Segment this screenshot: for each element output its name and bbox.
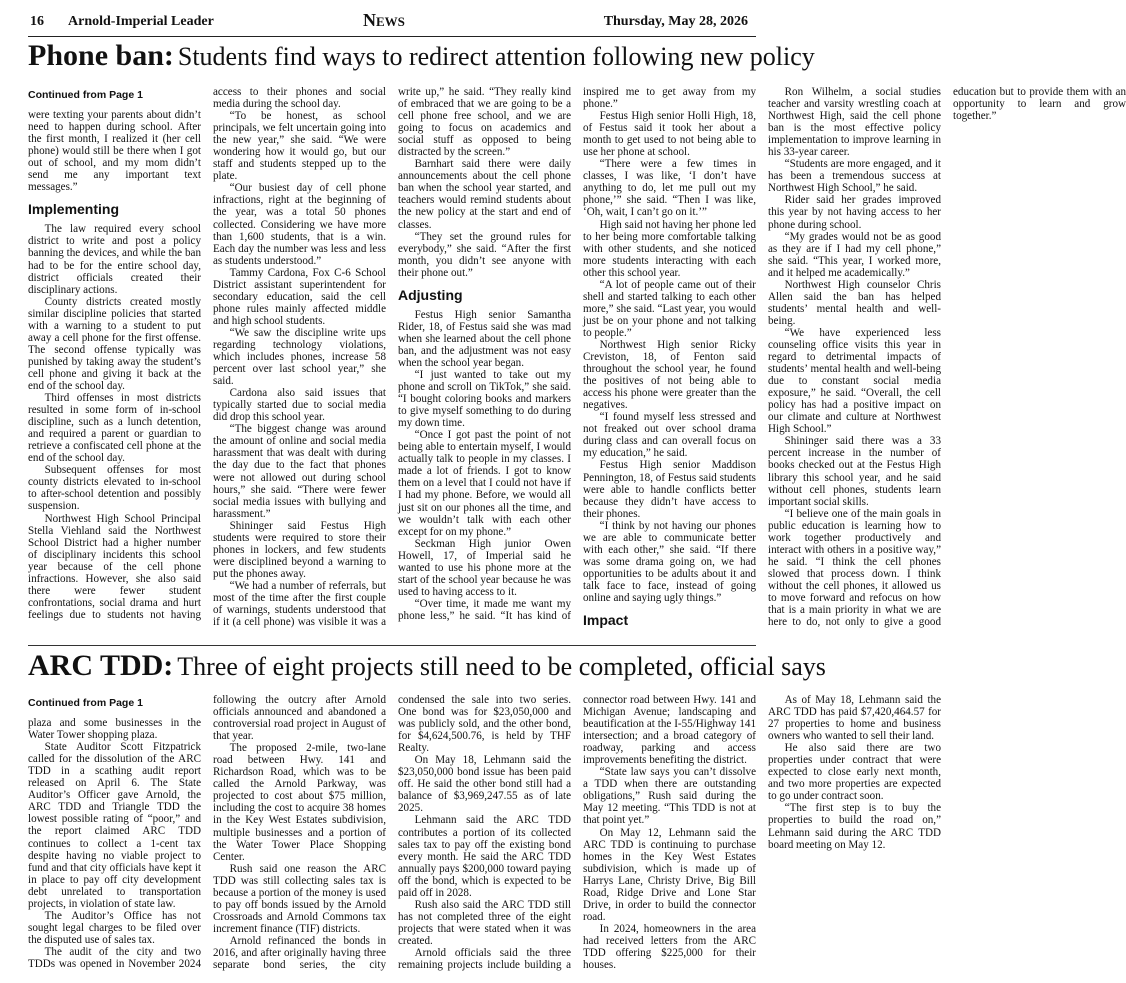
- paragraph: In 2024, homeowners in the area had received letters from the ARC TDD offering $225,000 for their houses.: [583, 922, 756, 972]
- paragraph: Arnold refinanced the bonds in 2016, and after originally having three separate bond series, the city condensed the sale into two series. One bond was for $23,050,000 and was publicly sold, and the other bond, for $4,624,500.76, is held by THF Realty.: [213, 694, 571, 972]
- paragraph: “State law says you can’t dissolve a TDD when there are outstanding obligations,” Rush said during the May 12 meeting. “This TDD is not at that point yet.”: [583, 766, 756, 827]
- subhead-impact: Impact: [583, 612, 629, 629]
- paragraph: “A lot of people came out of their shell and started talking to each other more,” she said. “Last year, you would just be on your phone and not talking to people.”: [583, 278, 756, 339]
- paragraph: Northwest High School Principal Stella Viehland said the Northwest School District had a higher number of disciplinary incidents this school year because of the cell phone infractions. However, she also said there were fewer student confrontations, social drama and hurt feelings due to students not having access to their phones and social media during the school day.: [28, 86, 386, 621]
- paragraph: “There were a few times in classes, I was like, ‘I don’t have anything to do, let me pull out my phone,’” she said. “Then I was like, ‘Oh, wait, I can’t go on it.’”: [583, 158, 756, 219]
- paragraph: Tammy Cardona, Fox C-6 School District assistant superintendent for secondary education, said the cell phone rules mainly affected middle and high school students.: [213, 266, 386, 327]
- paragraph: “To be honest, as school principals, we felt uncertain going into the new year,” she said. “We were wondering how it would go, but our staff and students stepped up to the plate.: [213, 110, 386, 183]
- headline-lead: Phone ban:: [28, 39, 174, 72]
- paragraph: plaza and some businesses in the Water Tower shopping plaza.: [28, 717, 201, 742]
- paragraph: Ron Wilhelm, a social studies teacher and varsity wrestling coach at Northwest High, said the cell phone ban is the most effective policy implementation to improve learning in his 33-year career.: [768, 86, 941, 159]
- paragraph: The law required every school district to write and post a policy banning the devices, and while the ban had to be for the entire school day, district officials created their disciplinary actions.: [28, 223, 201, 296]
- paragraph: “The biggest change was around the amount of online and social media harassment that was dealt with during the day due to the fact that phones were not allowed out during school hours,” she said. “There were fewer social media issues with bullying and harassment.”: [213, 423, 386, 520]
- paragraph: The proposed 2-mile, two-lane road between Hwy. 141 and Richardson Road, which was to be called the Arnold Parkway, was projected to cost about $75 million, including the cost to acquire 38 homes in the Key West Estates subdivision, multiple businesses and a portion of the Water Tower Place Shopping Center.: [213, 742, 386, 863]
- headline-rest: Students find ways to redirect attention following new policy: [177, 42, 815, 71]
- article-columns: [28, 694, 941, 980]
- subhead-implementing: Implementing: [28, 201, 120, 218]
- paragraph: Shininger said Festus High students were required to store their phones in lockers, and few students were disciplined beyond a warning to put the phones away.: [213, 519, 386, 580]
- paragraph: “I found myself less stressed and not freaked out over school drama during class and can overall focus on my education,” he said.: [583, 411, 756, 460]
- paragraph: “I believe one of the main goals in public education is learning how to work together productively and interact with others in a positive way,” he said. “I think the cell phones slowed that process down. I think without the cell phones, it allowed us to move forward and refocus on how that is a main priority in what we are here to do, not only to give a good education but to provide them with an opportunity to learn and grow together.”: [768, 86, 1126, 629]
- paragraph: “The first step is to buy the properties to build the road on,” Lehmann said during the ARC TDD board meeting on May 12.: [768, 802, 941, 851]
- paragraph: “We saw the discipline write ups regarding technology violations, which includes phones, increase 58 percent over last school year,” she said.: [213, 326, 386, 388]
- paragraph: He also said there are two properties under contract that were expected to close early next month, and two more properties are expected to go under contract soon.: [768, 742, 941, 803]
- paragraph: “Once I got past the point of not being able to entertain myself, I would actually talk to people in my classes. I made a lot of friends. I got to know them on a level that I could not have if I had my phone. Before, we would all just sit on our phones all the time, and we wouldn’t talk with each other except for on my phone.”: [398, 429, 571, 538]
- paragraph: Festus High senior Samantha Rider, 18, of Festus said she was mad when she learned about the cell phone ban, and the adjustment was not easy when the school year began.: [398, 308, 571, 369]
- paragraph: Festus High senior Holli High, 18, of Festus said it took her about a month to get used to not being able to use her phone at school.: [583, 110, 756, 159]
- issue-date: Thursday, May 28, 2026: [603, 14, 748, 29]
- story-divider: [28, 645, 756, 646]
- paragraph: County districts created mostly similar discipline policies that started with a warning to a student to put away a cell phone for the first offense. The second offense typically was punished by taking away the student’s cell phone and giving it back at the end of the school day.: [28, 295, 201, 392]
- masthead-rule: [28, 36, 756, 37]
- paragraph: Seckman High junior Owen Howell, 17, of Imperial said he wanted to use his phone more at the start of the school year because he was used to having access to it.: [398, 537, 571, 598]
- paragraph: “I think by not having our phones we are able to communicate better with each other,” she said. “If there was some drama going on, we had opportunities to be adults about it and talk face to face, instead of going online and saying ugly things.”: [583, 519, 756, 604]
- paragraph: The Auditor’s Office has not sought legal charges to be filed over the disputed use of sales tax.: [28, 909, 201, 946]
- paper-name: Arnold-Imperial Leader: [68, 14, 214, 29]
- headline-phone-ban: [28, 41, 815, 71]
- paragraph: “They set the ground rules for everybody,” she said. “After the first month, you didn’t see anyone with their phone out.”: [398, 230, 571, 279]
- paragraph: Shininger said there was a 33 percent increase in the number of books checked out at the Festus High library this school year, and he said without cell phones, students learn important social skills.: [768, 435, 941, 508]
- article-columns: [28, 86, 1126, 638]
- page-number: 16: [30, 14, 44, 29]
- paragraph: Festus High senior Maddison Pennington, 18, of Festus said students were able to handle conflicts better because they didn’t have access to their phones.: [583, 459, 756, 520]
- section-label: News: [363, 10, 405, 30]
- paragraph: Cardona also said issues that typically started due to social media did drop this school year.: [213, 387, 386, 424]
- paragraph: “We had a number of referrals, but most of the time after the first couple of warnings, students understood that if it (a cell phone) was visible it was a write up,” he said. “They really kind of embraced that we are going to be a cell phone free school, and we are going to focus on academics and social stuff as opposed to being distracted by the screen.”: [213, 86, 571, 629]
- paragraph: “Over time, it made me want my phone less,” he said. “It has kind of inspired me to get away from my phone.”: [398, 86, 756, 622]
- paragraph: On May 18, Lehmann said the $23,050,000 bond issue has been paid off. He said the other bond still had a balance of $3,969,247.55 as of late 2025.: [398, 754, 571, 815]
- continued-kicker: Continued from Page 1: [28, 697, 143, 709]
- subhead-adjusting: Adjusting: [398, 286, 463, 303]
- paragraph: “My grades would not be as good as they are if I had my cell phone,” she said. “This year, I worked more, and it helped me academically.”: [768, 230, 941, 279]
- paragraph: Lehmann said the ARC TDD contributes a portion of its collected sales tax to pay off the existing bond every month. He said the ARC TDD annually pays $200,000 toward paying off the bond, which is expected to be paid off in 2028.: [398, 814, 571, 899]
- paragraph: Rider said her grades improved this year by not having access to her phone during school.: [768, 194, 941, 231]
- headline-rest: Three of eight projects still need to be completed, official says: [177, 652, 826, 681]
- paragraph: Barnhart said there were daily announcements about the cell phone ban when the school year started, and teachers would remind students about the new policy at the start and end of classes.: [398, 158, 571, 231]
- paragraph: High said not having her phone led to her being more comfortable talking with other students, and she noticed more students interacting with each other this school year.: [583, 218, 756, 279]
- paragraph: As of May 18, Lehmann said the ARC TDD has paid $7,420,464.57 for 27 properties to home and business owners who wanted to sell their land.: [768, 694, 941, 743]
- paragraph: Northwest High counselor Chris Allen said the ban has helped students’ mental health and well-being.: [768, 278, 941, 327]
- paragraph: were texting your parents about didn’t need to happen during school. After the first month, I realized it (her cell phone) would still be there when I got out of school, and my mom didn’t send me any important text messages.”: [28, 109, 201, 194]
- paragraph: “We have experienced less counseling office visits this year in regard to detrimental impacts of students’ mental health and well-being due to constant social media exposure,” he said. “Overall, the cell policy has had a positive impact on our climate and culture at Northwest High School.”: [768, 326, 941, 436]
- paragraph: Rush also said the ARC TDD still has not completed three of the eight projects that were stated when it was created.: [398, 898, 571, 947]
- headline-arc-tdd: [28, 651, 826, 681]
- continued-kicker: Continued from Page 1: [28, 89, 143, 101]
- article-arc-tdd: [28, 694, 941, 980]
- paragraph: State Auditor Scott Fitzpatrick called for the dissolution of the ARC TDD in a scathing audit report released on April 6. The State Auditor’s Officer gave Arnold, the ARC TDD and Triangle TDD the lowest possible rating of “poor,” and the report claimed ARC TDD continues to collect a 1-cent tax despite having no viable project to fund and that city officials have kept it in place to pay off city development debt unrelated to transportation projects, in violation of state law.: [28, 741, 201, 910]
- article-phone-ban: [28, 86, 1126, 638]
- headline-lead: ARC TDD:: [28, 649, 174, 682]
- paragraph: On May 12, Lehmann said the ARC TDD is continuing to purchase homes in the Key West Estates subdivision, which is made up of Harrys Lane, Christy Drive, Big Bill Road, Ridge Drive and Lone Star Drive, in order to build the connector road.: [583, 826, 756, 923]
- paragraph: “I just wanted to take out my phone and scroll on TikTok,” she said. “I bought coloring books and markers to give myself something to do during my down time.: [398, 368, 571, 430]
- paragraph: The audit of the city and two TDDs was opened in November 2024 following the outcry after Arnold officials announced and abandoned a controversial road project in August of that year.: [28, 694, 386, 970]
- paragraph: Northwest High senior Ricky Creviston, 18, of Fenton said throughout the school year, he found the positives of not being able to access his phone were greater than the negatives.: [583, 338, 756, 412]
- paragraph: “Students are more engaged, and it has been a tremendous success at Northwest High School,” he said.: [768, 158, 941, 195]
- paragraph: Third offenses in most districts resulted in some form of in-school discipline, such as a lunch detention, and required a parent or guardian to retrieve a confiscated cell phone at the end of the school day.: [28, 392, 201, 465]
- paragraph: Rush said one reason the ARC TDD was still collecting sales tax is because a portion of the money is used to pay off bonds issued by the Arnold Crossroads and Arnold Commons tax increment finance (TIF) districts.: [213, 862, 386, 935]
- paragraph: “Our busiest day of cell phone infractions, right at the beginning of the year, was a total 50 phones collected. Considering we have more than 1,600 students, that is a win. Each day the number was less and less as students understood.”: [213, 182, 386, 267]
- paragraph: Arnold officials said the three remaining projects include building a connector road between Hwy. 141 and Michigan Avenue; landscaping and beautification at the I-55/Highway 141 intersection; and a broad category of roadway, parking and access improvements benefiting the district.: [398, 694, 756, 972]
- paragraph: Subsequent offenses for most county districts elevated to in-school to after-school detention and possibly suspension.: [28, 464, 201, 513]
